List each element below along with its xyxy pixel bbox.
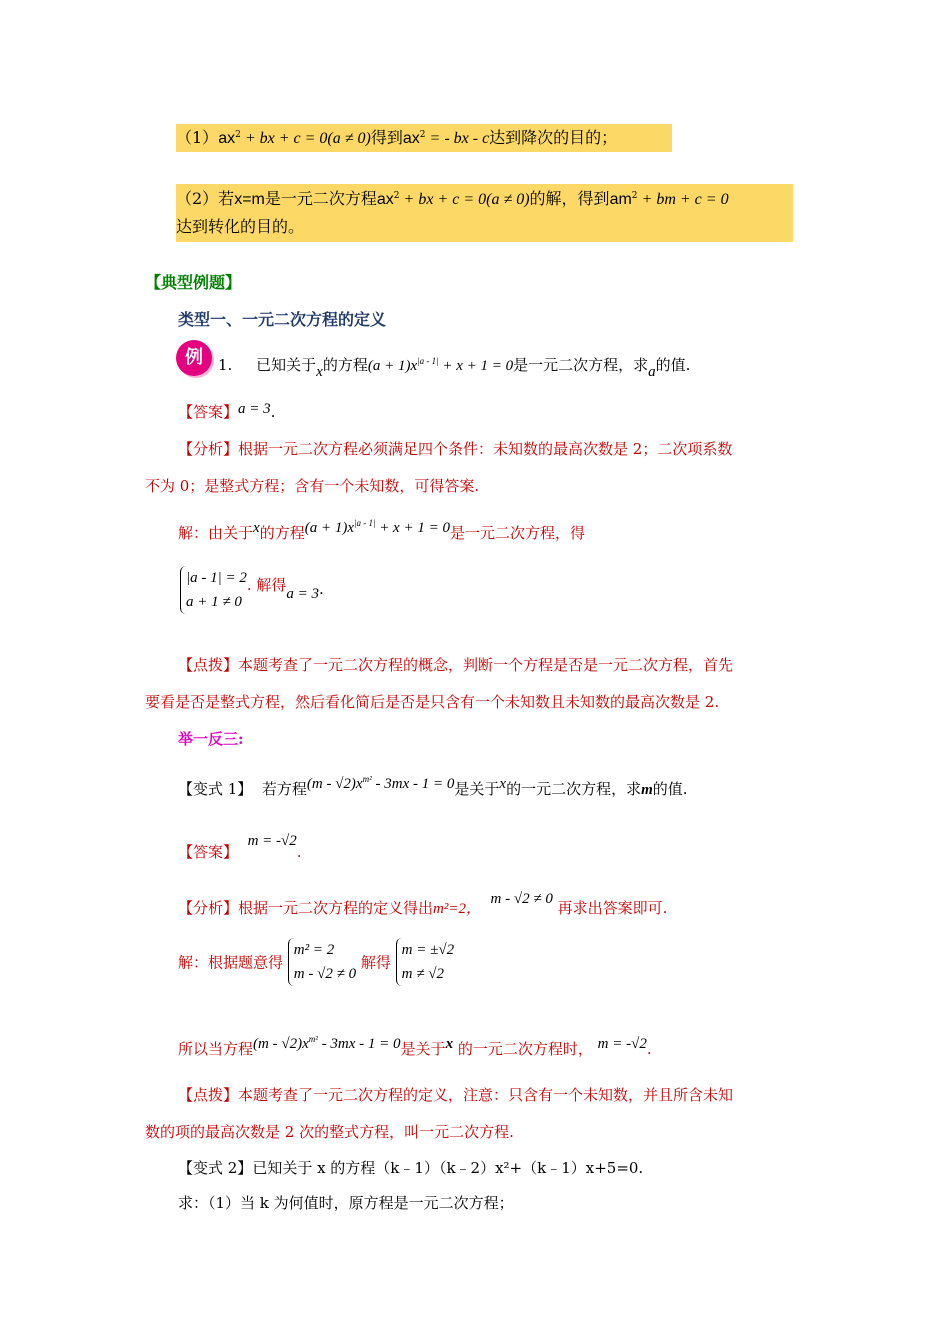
variant-exp: m² (362, 774, 372, 784)
variant2-text: 已知关于 x 的方程（k﹣1）（k﹣2）x²+（k﹣1）x+5=0. (252, 1159, 644, 1177)
analysis-2 (178, 886, 667, 922)
variant-text2: 是关于 (454, 780, 500, 798)
system1-line-2: m - √2 ≠ 0 (293, 966, 357, 982)
tip-text: 本题考查了一元二次方程的概念，判断一个方程是否是一元二次方程，首先 (238, 656, 734, 674)
section-title: 【典型例题】 (145, 273, 242, 292)
example-number: 1. (218, 356, 233, 374)
answer-label: 【答案】 (178, 403, 239, 421)
variant-2-line2: 求：（1）当 k 为何值时，原方程是一元二次方程； (178, 1194, 514, 1212)
type-title: 类型一、一元二次方程的定义 (178, 310, 387, 329)
conclusion-exp: m² (308, 1034, 318, 1044)
example-text4: 的值. (655, 356, 691, 374)
system-line-2: a + 1 ≠ 0 (186, 594, 242, 610)
variant-label: 【变式 1】 (178, 780, 253, 798)
analysis2-cond: m²=2， (433, 901, 481, 917)
variant-2 (178, 1157, 643, 1178)
tip2-label: 【点拨】 (178, 1086, 239, 1104)
highlight-box-2: （2）若x=m是一元二次方程$ax^2$ + bx + c = 0(a ≠ 0)的解，得到$am^2$ + bm + c = 0 达到转化的目的。 (176, 184, 793, 242)
conclusion-text2: 的一元二次方程时， (457, 1040, 593, 1058)
example-1 (218, 354, 690, 383)
solution2-system-1 (288, 938, 356, 986)
variant2-label: 【变式 2】 (178, 1159, 253, 1177)
example-text2: 的方程 (322, 356, 368, 374)
solution-formula: (a + 1)x (304, 520, 354, 536)
box2-text2: 的解，得到 (529, 189, 610, 208)
example-text3: 是一元二次方程，求 (513, 356, 649, 374)
variant-var-x: x (499, 776, 507, 792)
system-line-1: |a - 1| = 2 (186, 570, 247, 586)
tip-2-line2: 数的项的最高次数是 2 次的整式方程，叫一元二次方程. (145, 1123, 514, 1141)
box2-formula-d: + bm + c = 0 (637, 191, 729, 208)
conclusion-2 (178, 1030, 652, 1062)
conclusion-prefix: 所以当方程 (178, 1040, 254, 1058)
solution-exp: |a - 1| (353, 518, 376, 528)
conclusion-end: . (646, 1040, 652, 1058)
solution-1 (178, 514, 585, 546)
system2-line-2: m ≠ √2 (401, 966, 444, 982)
variant-formula: (m - √2)x (306, 776, 363, 792)
equation-system (180, 566, 247, 614)
practice-title: 举一反三: (178, 730, 244, 748)
box2-formula-c: am (609, 191, 632, 208)
analysis-1-line2: 不为 0；是整式方程；含有一个未知数，可得答案. (145, 477, 480, 495)
box2-line2: 达到转化的目的。 (176, 217, 305, 236)
solution-text: 的方程 (259, 524, 305, 542)
variant-var-m: m (641, 782, 653, 798)
example-formula: (a + 1)x (367, 358, 418, 374)
analysis-text: 根据一元二次方程必须满足四个条件：未知数的最高次数是 2；二次项系数 (238, 440, 733, 458)
answer-2 (178, 828, 302, 865)
box1-formula-a: ax (218, 130, 236, 147)
solution-result: a = 3 (286, 586, 320, 602)
analysis2-text1: 根据一元二次方程的定义得出 (238, 899, 434, 917)
system2-line-1: m = ±√2 (401, 942, 455, 958)
example-badge-icon: 例 (176, 340, 212, 376)
answer2-end: . (296, 843, 302, 861)
analysis-label: 【分析】 (178, 440, 239, 458)
solution-suffix: 是一元二次方程，得 (449, 524, 585, 542)
box2-formula-a: ax (376, 191, 394, 208)
example-exp: |a - 1| (417, 356, 439, 366)
solution-after: . 解得 (246, 576, 287, 594)
analysis2-formula: m - √2 ≠ 0 (490, 891, 553, 907)
variant-text1: 若方程 (261, 780, 307, 798)
example-formula-rest: + x + 1 = 0 (438, 358, 514, 374)
answer2-label: 【答案】 (178, 843, 239, 861)
tip-label: 【点拨】 (178, 656, 239, 674)
answer2-value: m = -√2 (247, 833, 297, 849)
variant-text3: 的一元二次方程，求 (506, 780, 642, 798)
analysis2-text2: 再求出答案即可. (557, 899, 668, 917)
conclusion-result: m = -√2 (597, 1036, 647, 1052)
solution-formula-rest: + x + 1 = 0 (375, 520, 450, 536)
box2-prefix: （2）若 (176, 189, 235, 208)
system1-line-1: m² = 2 (293, 942, 335, 958)
tip-1-line1 (178, 654, 733, 675)
tip-2-line1 (178, 1084, 733, 1105)
variant-1 (178, 770, 688, 803)
box1-formula-c: ax (402, 130, 420, 147)
answer-end: . (270, 403, 276, 421)
solution-prefix: 解：由关于 (178, 524, 254, 542)
solution-var-x: x (253, 520, 260, 536)
solution2-system-2 (396, 938, 454, 986)
example-text1: 已知关于 (256, 356, 317, 374)
box2-cond: x=m (234, 191, 265, 208)
box1-prefix: （1） (176, 128, 219, 147)
analysis2-label: 【分析】 (178, 899, 239, 917)
solution-1-system (180, 566, 324, 614)
conclusion-formula: (m - √2)x (253, 1036, 309, 1052)
conclusion-formula-rest: - 3mx - 1 = 0 (317, 1036, 401, 1052)
example-var-x: x (316, 364, 323, 380)
solution2-prefix: 解：根据题意得 (178, 953, 284, 972)
conclusion-var-x: x (445, 1036, 454, 1052)
box1-formula-d: = - bx - c (425, 130, 490, 147)
solution-end: . (319, 580, 324, 598)
variant-text4: 的值. (652, 780, 688, 798)
analysis-1-line1 (178, 438, 732, 459)
tip-1-line2: 要看是否是整式方程，然后看化简后是否是只含有一个未知数且未知数的最高次数是 2. (145, 693, 720, 711)
box2-formula-b: + bx + c = 0(a ≠ 0) (399, 191, 530, 208)
highlight-box-1: $(1)ax^2$ + bx + c = 0(a ≠ 0)得到$ax^2$ = - bx - c达到降次的目的； (176, 124, 672, 152)
box1-formula-b: + bx + c = 0(a ≠ 0) (240, 130, 371, 147)
example-var-a: a (648, 364, 656, 380)
box1-mid: 得到 (370, 128, 403, 147)
answer-value: a = 3 (238, 401, 271, 417)
tip2-text: 本题考查了一元二次方程的定义，注意：只含有一个未知数，并且所含未知 (238, 1086, 734, 1104)
solution-2 (178, 938, 454, 986)
box2-text1: 是一元二次方程 (264, 189, 377, 208)
conclusion-text1: 是关于 (400, 1040, 446, 1058)
box1-suffix: 达到降次的目的； (489, 128, 618, 147)
variant-formula-rest: - 3mx - 1 = 0 (371, 776, 455, 792)
solution2-mid: 解得 (360, 953, 391, 972)
answer-1 (178, 401, 275, 422)
